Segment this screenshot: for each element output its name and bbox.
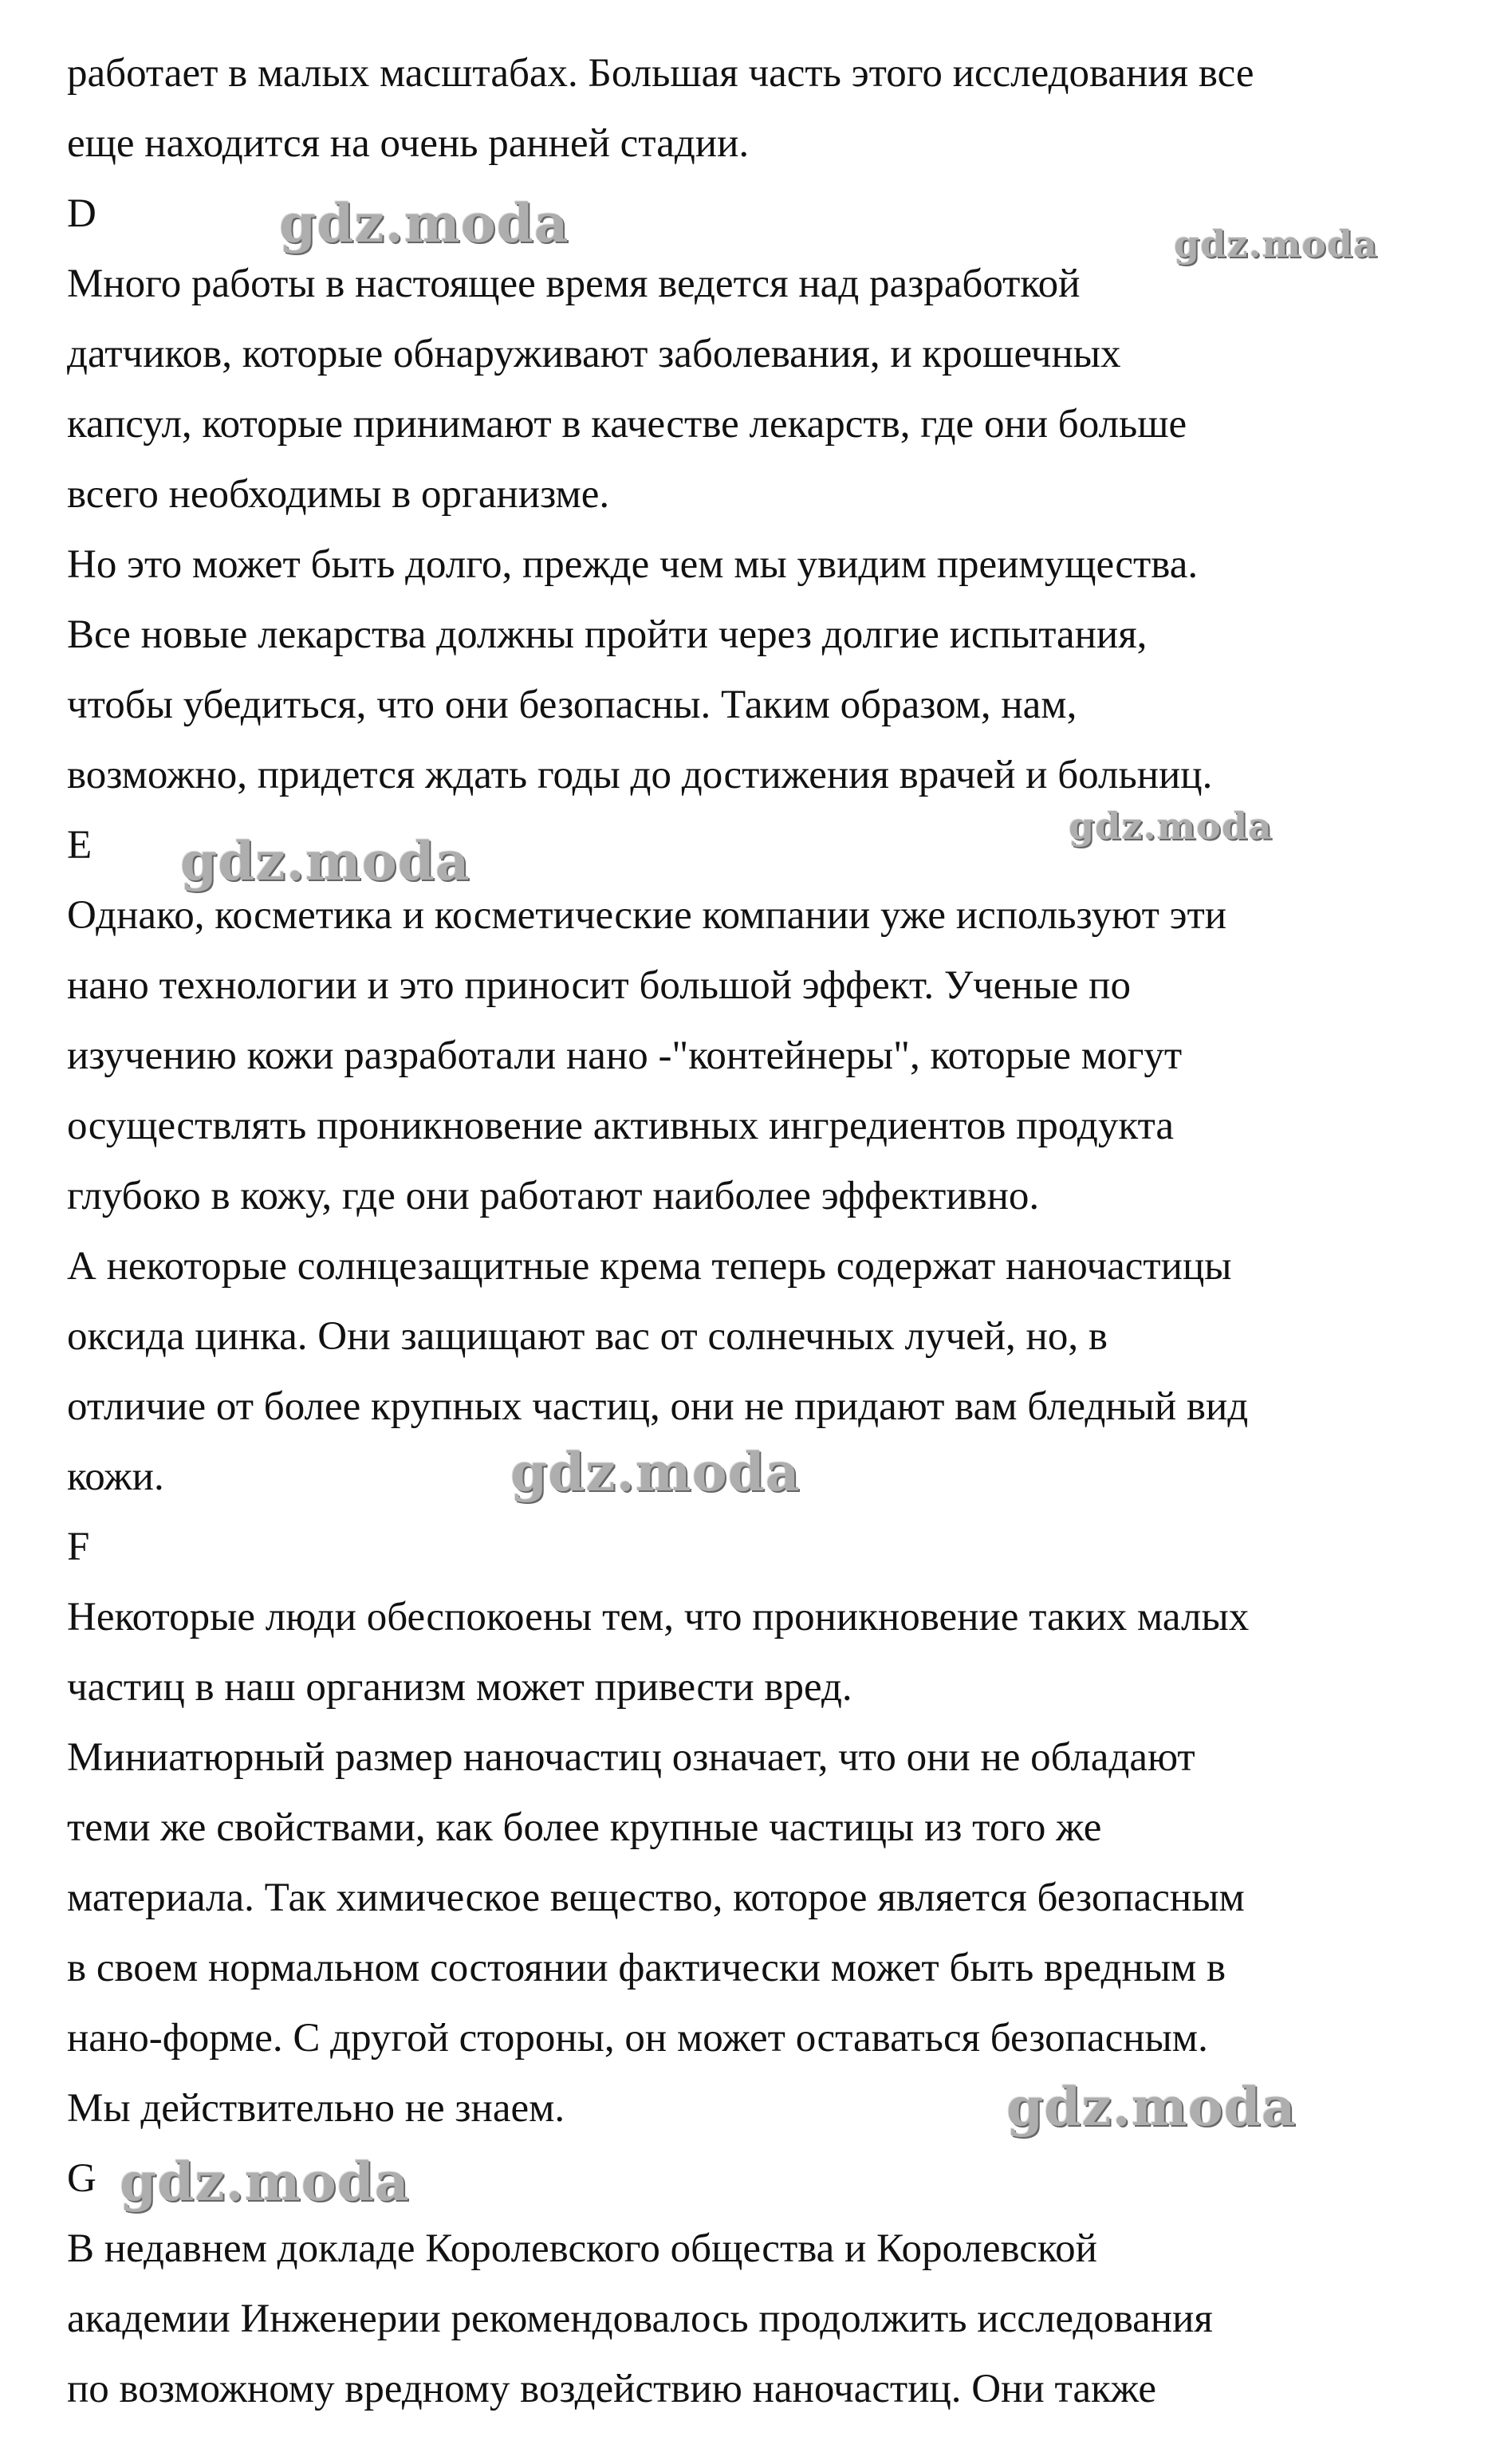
watermark-logo: gdz.moda	[1006, 2076, 1297, 2138]
text-line: капсул, которые принимают в качестве лекарств, где они больше	[67, 402, 1187, 447]
text-line: возможно, придется ждать годы до достижения врачей и больниц.	[67, 753, 1213, 797]
text-line: отличие от более крупных частиц, они не придают вам бледный вид	[67, 1384, 1249, 1429]
text-line: кожи.	[67, 1454, 164, 1499]
text-line: А некоторые солнцезащитные крема теперь содержат наночастицы	[67, 1244, 1232, 1289]
text-line: В недавнем докладе Королевского общества и Королевской	[67, 2226, 1097, 2271]
text-line: материала. Так химическое вещество, которое является безопасным	[67, 1876, 1245, 1920]
text-line: нано-форме. С другой стороны, он может оставаться безопасным.	[67, 2016, 1208, 2061]
text-line: оксида цинка. Они защищают вас от солнечных лучей, но, в	[67, 1314, 1108, 1359]
section-letter-f: F	[67, 1525, 90, 1569]
text-line: академии Инженерии рекомендовалось продолжить исследования	[67, 2297, 1213, 2341]
section-letter-g: G	[67, 2156, 96, 2201]
text-line: Миниатюрный размер наночастиц означает, что они не обладают	[67, 1735, 1195, 1780]
text-line: чтобы убедиться, что они безопасны. Таким образом, нам,	[67, 683, 1077, 727]
watermark-logo: gdz.moda	[279, 192, 569, 254]
text-line: осуществлять проникновение активных ингредиентов продукта	[67, 1104, 1175, 1148]
section-letter-e: E	[67, 823, 93, 868]
text-line: изучению кожи разработали нано -"контейнеры", которые могут	[67, 1033, 1183, 1078]
text-line: еще находится на очень ранней стадии.	[67, 121, 750, 166]
text-line: Мы действительно не знаем.	[67, 2086, 565, 2131]
text-line: Однако, косметика и косметические компании уже используют эти	[67, 893, 1227, 938]
text-line: частиц в наш организм может привести вред.	[67, 1665, 852, 1710]
watermark-logo: gdz.moda	[1069, 805, 1273, 848]
text-line: работает в малых масштабах. Большая часть этого исследования все	[67, 51, 1254, 96]
text-line: теми же свойствами, как более крупные частицы из того же	[67, 1805, 1102, 1850]
text-line: по возможному вредному воздействию наночастиц. Они также	[67, 2367, 1156, 2411]
section-letter-d: D	[67, 191, 96, 236]
watermark-logo: gdz.moda	[1174, 222, 1378, 266]
text-line: глубоко в кожу, где они работают наиболее эффективно.	[67, 1174, 1040, 1218]
text-line: нано технологии и это приносит большой эффект. Ученые по	[67, 963, 1131, 1008]
text-line: Некоторые люди обеспокоены тем, что проникновение таких малых	[67, 1595, 1250, 1639]
text-line: в своем нормальном состоянии фактически может быть вредным в	[67, 1946, 1226, 1990]
watermark-logo: gdz.moda	[120, 2151, 410, 2213]
text-line: Но это может быть долго, прежде чем мы увидим преимущества.	[67, 542, 1199, 587]
watermark-logo: gdz.moda	[180, 830, 470, 892]
text-line: Много работы в настоящее время ведется над разработкой	[67, 262, 1081, 306]
text-line: всего необходимы в организме.	[67, 472, 610, 517]
watermark-logo: gdz.moda	[510, 1441, 801, 1503]
text-line: Все новые лекарства должны пройти через долгие испытания,	[67, 612, 1148, 657]
text-line: датчиков, которые обнаруживают заболевания, и крошечных	[67, 332, 1121, 376]
